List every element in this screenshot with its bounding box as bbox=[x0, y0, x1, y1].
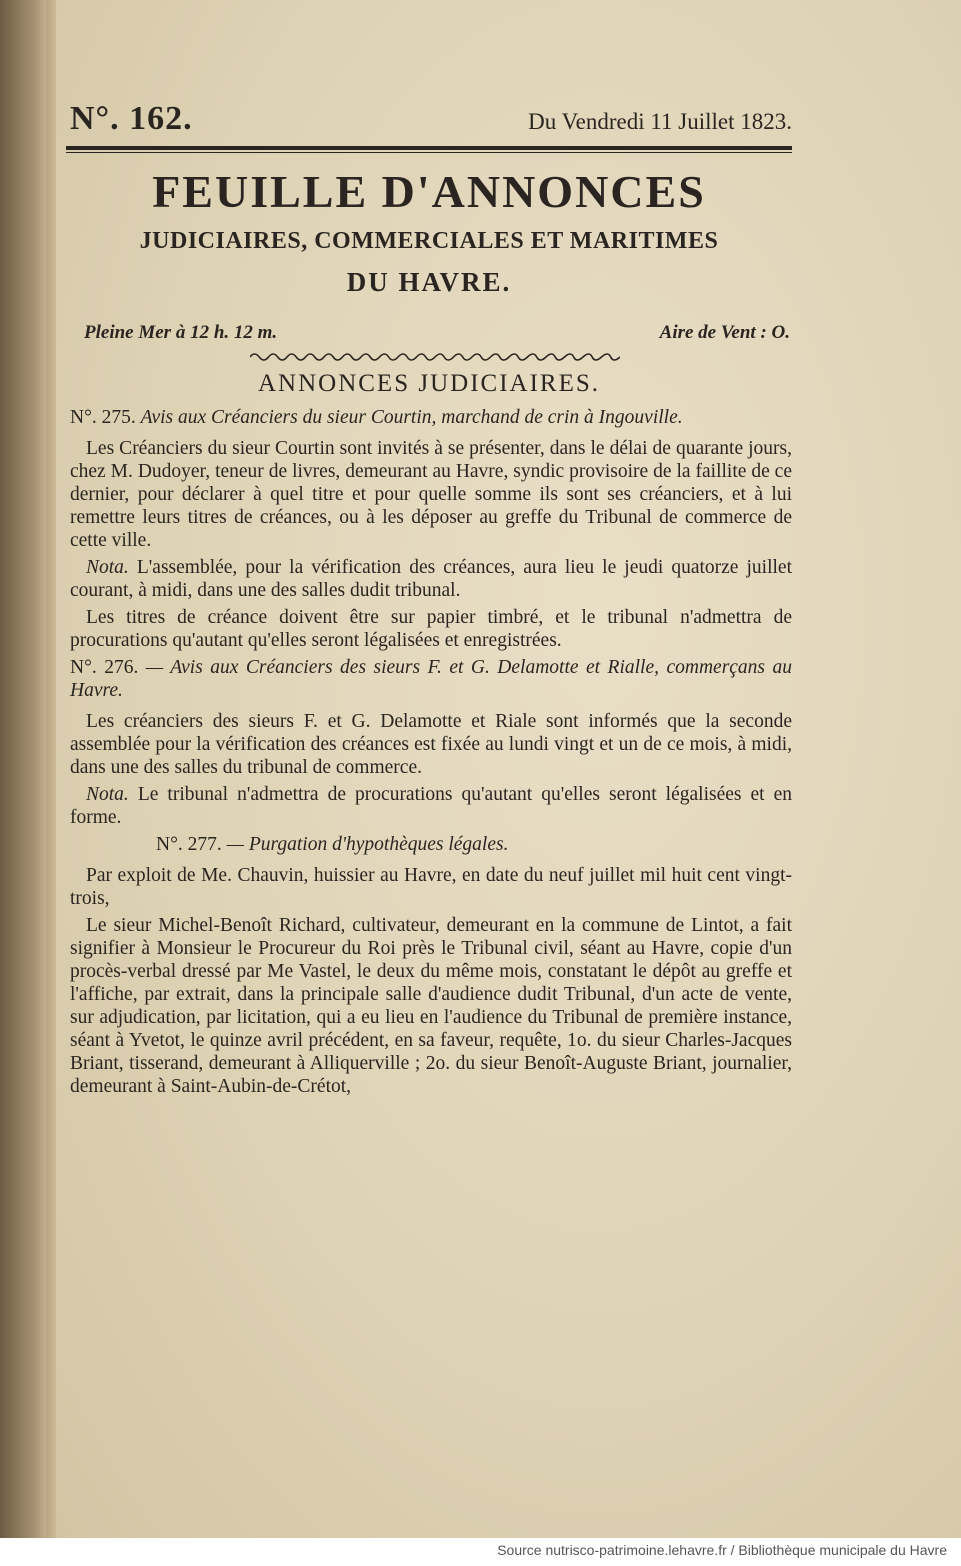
masthead-rule bbox=[66, 146, 792, 150]
nota-label: Nota. bbox=[86, 557, 129, 578]
masthead-top-line bbox=[70, 100, 792, 138]
section-heading: ANNONCES JUDICIAIRES. bbox=[257, 370, 600, 397]
notice-paragraph bbox=[70, 556, 792, 602]
notice-paragraph bbox=[70, 710, 792, 779]
newspaper-city: DU HAVRE. bbox=[346, 267, 512, 297]
issue-number: N°. 162. bbox=[70, 100, 193, 137]
notice-number: N°. 276. bbox=[70, 657, 139, 678]
tide-wind-line bbox=[84, 322, 790, 344]
notice-paragraph bbox=[70, 914, 792, 1098]
source-credit: Source nutrisco-patrimoine.lehavre.fr / Bibliothèque municipale du Havre bbox=[497, 1542, 947, 1558]
ornament-rule bbox=[250, 349, 620, 365]
paragraph-text: L'assemblée, pour la vérification des créances, aura lieu le jeudi quatorze juillet courant, à midi, dans une des salles dudit tribunal. bbox=[70, 557, 793, 601]
newspaper-subtitle: JUDICIAIRES, COMMERCIALES ET MARITIMES bbox=[139, 228, 719, 254]
notice-title: Avis aux Créanciers du sieur Courtin, marchand de crin à Ingouville. bbox=[140, 407, 683, 428]
book-spine bbox=[0, 0, 46, 1566]
paragraph-text: Le tribunal n'admettra de procurations qu'autant qu'elles seront légalisées et en forme. bbox=[70, 784, 792, 828]
paragraph-text: Les Créanciers du sieur Courtin sont invités à se présenter, dans le délai de quarante jours, chez M. Dudoyer, teneur de livres, demeurant au Havre, syndic provisoire de la faillite de ce dernier, pour déclarer à quel titre et pour quelle somme ils sont ses créanciers, et à lui remettre leurs titres de créances, ou à les déposer au greffe du Tribunal de commerce de cette ville. bbox=[70, 438, 792, 551]
paragraph-text: Les créanciers des sieurs F. et G. Delamotte et Riale sont informés que la seconde assemblée pour la vérification des créances est fixée au lundi vingt et un de ce mois, à midi, dans une des salles du tribunal de commerce. bbox=[70, 711, 792, 778]
tide-info: Pleine Mer à 12 h. 12 m. bbox=[84, 322, 278, 343]
newspaper-title: FEUILLE D'ANNONCES bbox=[152, 166, 706, 217]
notice-276 bbox=[70, 656, 792, 829]
notice-paragraph bbox=[70, 606, 792, 652]
paragraph-text: Les titres de créance doivent être sur papier timbré, et le tribunal n'admettra de procurations qu'autant qu'elles seront légalisées et enregistrées. bbox=[70, 607, 792, 651]
notice-number: N°. 275. bbox=[70, 407, 136, 428]
notice-heading bbox=[70, 656, 792, 702]
wind-info: Aire de Vent : O. bbox=[659, 322, 790, 343]
notice-paragraph bbox=[70, 437, 792, 552]
paragraph-text: Le sieur Michel-Benoît Richard, cultivateur, demeurant en la commune de Lintot, a fait signifier à Monsieur le Procureur du Roi près le Tribunal civil, séant au Havre, copie d'un procès-verbal dressé par Me Vastel, le deux du même mois, constatant le dépôt au greffe et l'affiche, par extrait, dans la principale salle d'audience dudit Tribunal, d'un acte de vente, sur adjudication, par licitation, qui a eu lieu en l'audience du Tribunal de première instance, séant à Yvetot, le quinze avril précédent, en sa faveur, requête, 1o. du sieur Charles-Jacques Briant, tisserand, demeurant à Alliquerville ; 2o. du sieur Benoît-Auguste Briant, journalier, demeurant à Saint-Aubin-de-Crétot, bbox=[70, 915, 792, 1097]
issue-date: Du Vendredi 11 Juillet 1823. bbox=[528, 109, 792, 134]
paragraph-text: Par exploit de Me. Chauvin, huissier au Havre, en date du neuf juillet mil huit cent vingt-trois, bbox=[70, 865, 792, 909]
notice-number: N°. 277. bbox=[156, 834, 222, 855]
nota-label: Nota. bbox=[86, 784, 129, 805]
notice-paragraph bbox=[70, 783, 792, 829]
notice-title: — Avis aux Créanciers des sieurs F. et G. Delamotte et Rialle, commerçans au Havre. bbox=[70, 657, 792, 701]
masthead-rule-thin bbox=[66, 152, 792, 153]
notice-277 bbox=[70, 833, 792, 1098]
notice-heading bbox=[70, 833, 792, 856]
notice-title: — Purgation d'hypothèques légales. bbox=[226, 834, 509, 855]
notice-275 bbox=[70, 406, 792, 652]
notices-column bbox=[70, 406, 792, 1102]
notice-heading bbox=[70, 406, 792, 429]
notice-paragraph bbox=[70, 864, 792, 910]
